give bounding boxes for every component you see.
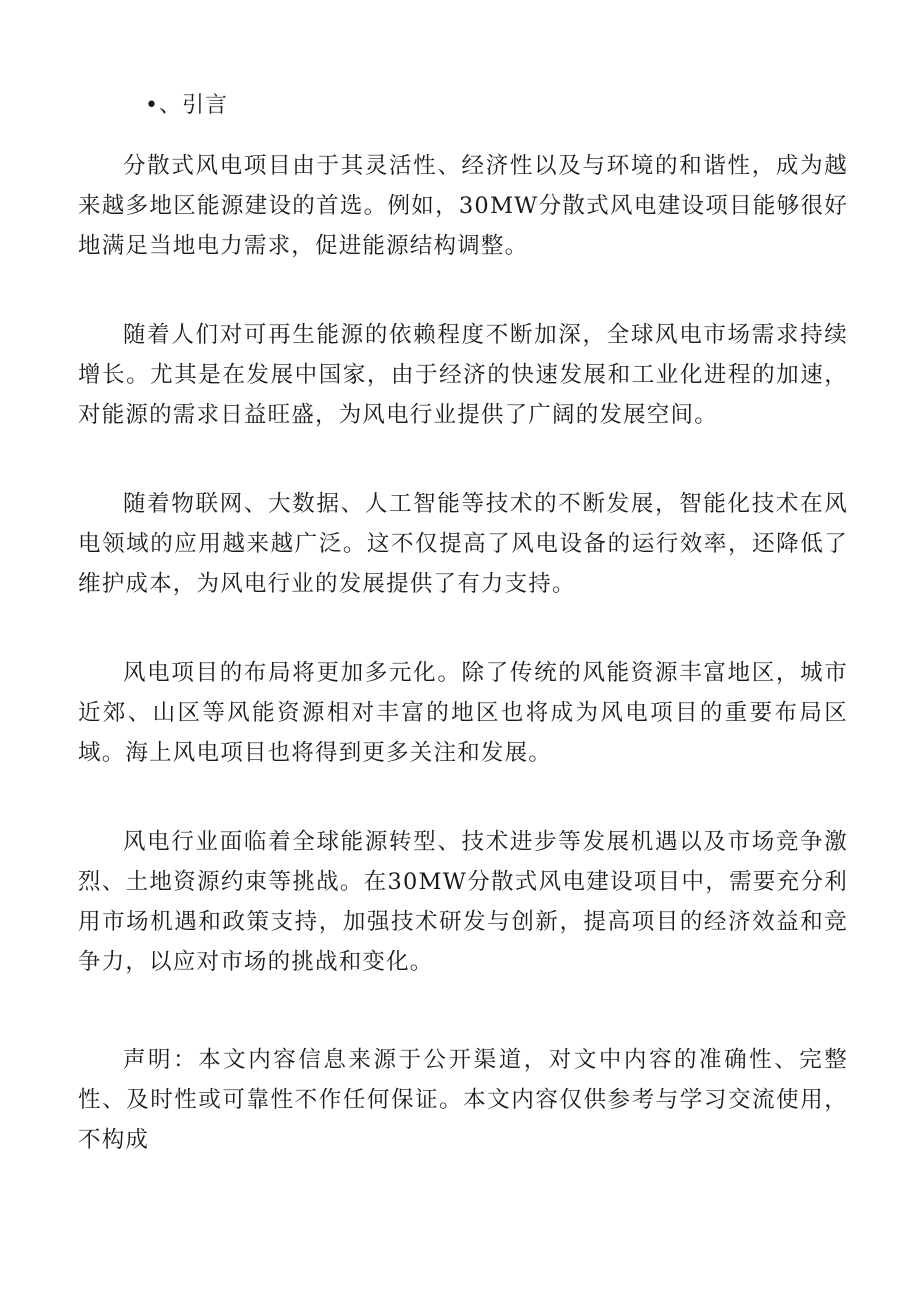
section-heading: •、引言 (145, 93, 228, 118)
paragraph-smart-technology: 随着物联网、大数据、人工智能等技术的不断发展，智能化技术在风电领域的应用越来越广泛。这不仅提高了风电设备的运行效率，还降低了维护成本，为风电行业的发展提供了有力支持。 (78, 491, 848, 597)
paragraph-disclaimer: 声明：本文内容信息来源于公开渠道，对文中内容的准确性、完整性、及时性或可靠性不作任何保证。本文内容仅供参考与学习交流使用，不构成 (78, 1047, 848, 1153)
paragraph-market-demand: 随着人们对可再生能源的依赖程度不断加深，全球风电市场需求持续增长。尤其是在发展中国家，由于经济的快速发展和工业化进程的加速，对能源的需求日益旺盛，为风电行业提供了广阔的发展空间。 (78, 322, 848, 428)
paragraph-layout-diversification: 风电项目的布局将更加多元化。除了传统的风能资源丰富地区，城市近郊、山区等风能资源相对丰富的地区也将成为风电项目的重要布局区域。海上风电项目也将得到更多关注和发展。 (78, 660, 848, 766)
paragraph-opportunities-challenges: 风电行业面临着全球能源转型、技术进步等发展机遇以及市场竞争激烈、土地资源约束等挑战。在30MW分散式风电建设项目中，需要充分利用市场机遇和政策支持，加强技术研发与创新，提高项目的经济效益和竞争力，以应对市场的挑战和变化。 (78, 829, 848, 975)
paragraph-intro: 分散式风电项目由于其灵活性、经济性以及与环境的和谐性，成为越来越多地区能源建设的首选。例如，30MW分散式风电建设项目能够很好地满足当地电力需求，促进能源结构调整。 (78, 153, 848, 259)
